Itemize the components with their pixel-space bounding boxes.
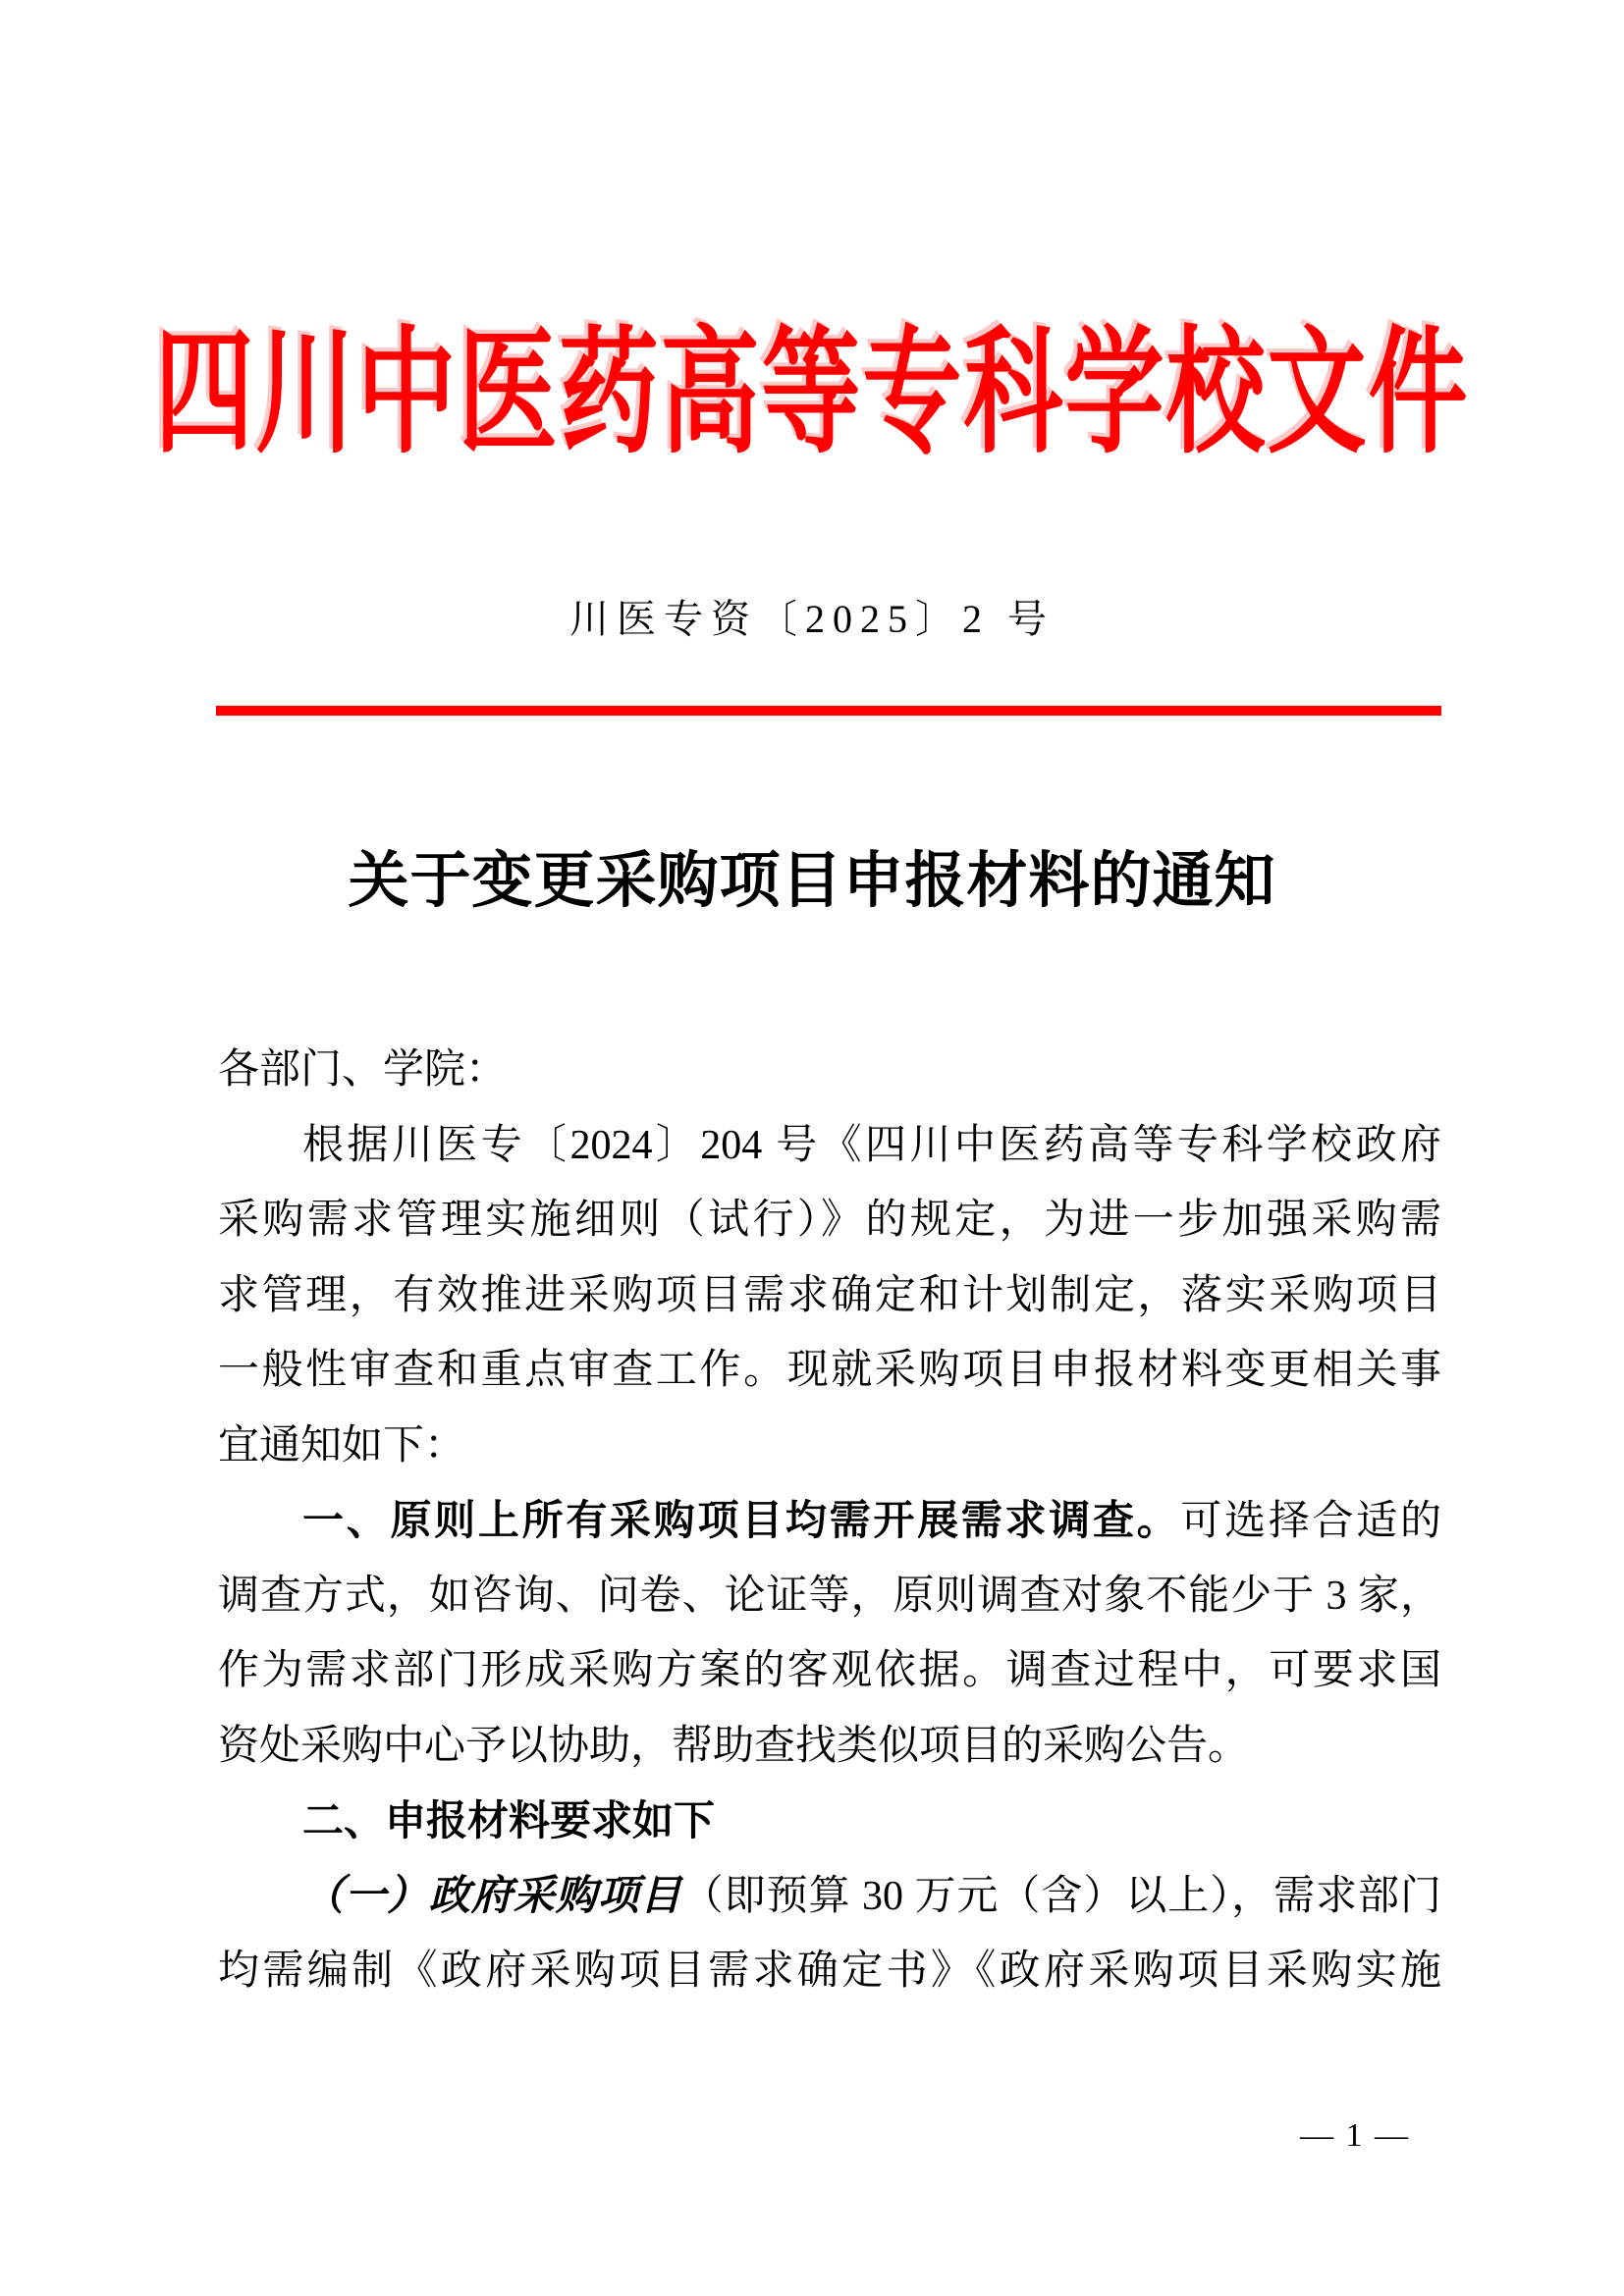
letterhead-title: 四川中医药高等专科学校文件: [154, 317, 1470, 470]
body-text-segment: 作为需求部门形成采购方案的客观依据。调查过程中，可要求国: [218, 1648, 1441, 1693]
body-line: [218, 1709, 1441, 1785]
salutation-text: 各部门、学院：: [218, 1047, 508, 1093]
body-line: [218, 1784, 1441, 1859]
body-text-segment: 可选择合适的: [1180, 1499, 1441, 1544]
section-one-heading: 一、原则上所有采购项目均需开展需求调查。: [302, 1497, 1181, 1543]
body-line: [218, 1108, 1441, 1184]
body-text-segment: 一般性审查和重点审查工作。现就采购项目申报材料变更相关事: [218, 1348, 1441, 1393]
body-text-segment: 根据川医专〔2024〕204 号《四川中医药高等专科学校政府: [302, 1122, 1441, 1168]
body-line: [218, 1258, 1441, 1334]
body-text-segment: 资处采购中心予以协助，帮助查找类似项目的采购公告。: [218, 1723, 1250, 1769]
body-text-segment: 调查方式，如咨询、问卷、论证等，原则调查对象不能少于 3 家，: [218, 1573, 1441, 1619]
section-two-heading: 二、申报材料要求如下: [302, 1797, 716, 1843]
body-line: [218, 1183, 1441, 1258]
body-text-segment: 求管理，有效推进采购项目需求确定和计划制定，落实采购项目: [218, 1272, 1441, 1318]
body-line: [218, 1633, 1441, 1709]
body-line: [218, 1409, 1441, 1484]
body-line: [218, 1934, 1441, 2009]
salutation-line: [218, 1033, 1441, 1108]
red-divider-rule: [216, 706, 1441, 716]
body-line: [218, 1559, 1441, 1634]
body-line: [218, 1333, 1441, 1409]
body-text-segment: 均需编制《政府采购项目需求确定书》《政府采购项目采购实施: [218, 1949, 1441, 1994]
subsection-one-heading: （一）政府采购项目: [302, 1873, 682, 1919]
body-line: [218, 1859, 1441, 1935]
body-line: [218, 1483, 1441, 1559]
notice-title: 关于变更采购项目申报材料的通知: [348, 848, 1276, 915]
body-text-segment: 宜通知如下：: [218, 1422, 466, 1468]
notice-body: [218, 1033, 1441, 2009]
page-number: — 1 —: [1300, 2117, 1410, 2154]
document-number: 川医专资〔2025〕2 号: [569, 597, 1055, 641]
body-text-segment: （即预算 30 万元（含）以上），需求部门: [681, 1873, 1441, 1919]
body-text-segment: 采购需求管理实施细则（试行）》的规定，为进一步加强采购需: [218, 1198, 1441, 1243]
